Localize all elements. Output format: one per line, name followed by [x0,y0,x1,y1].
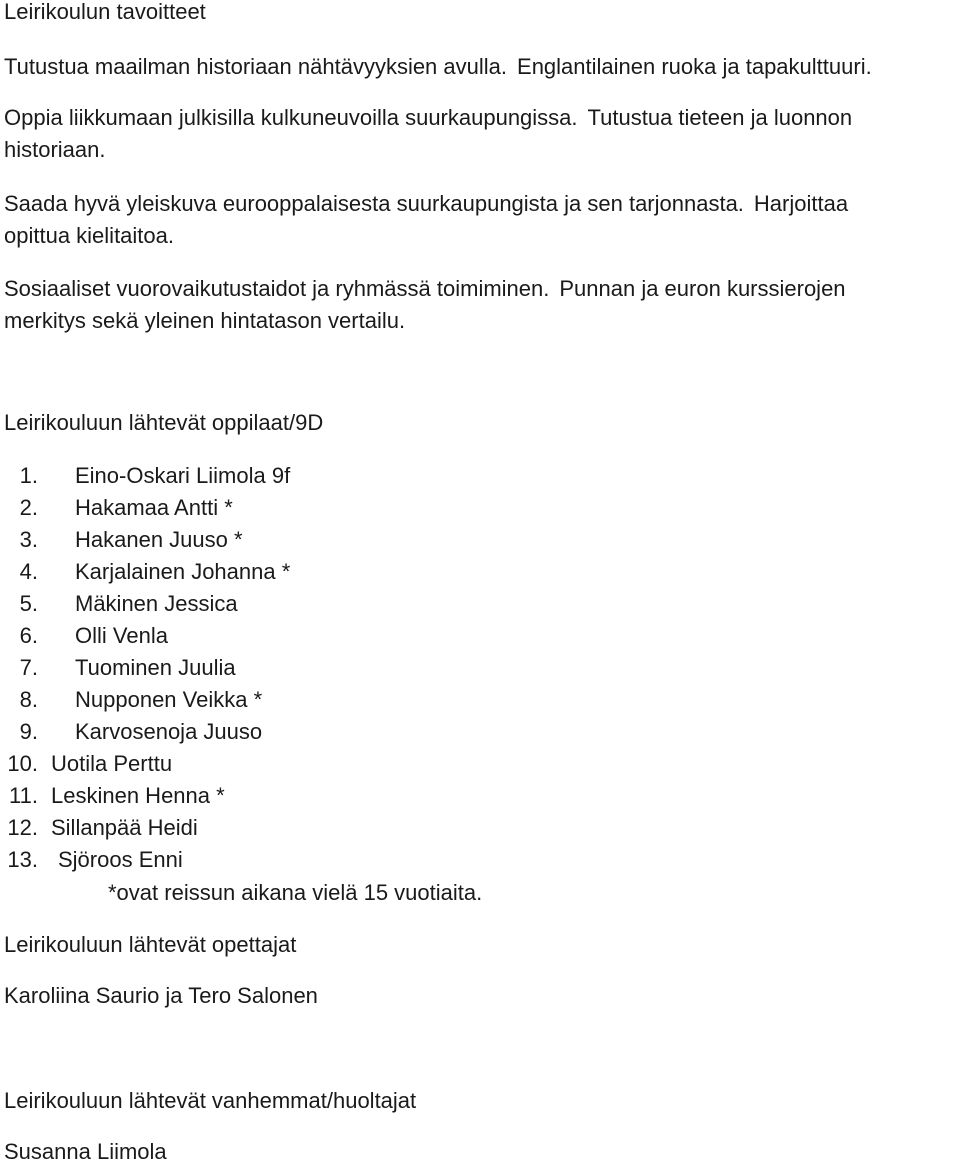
list-item [0,620,290,652]
goals-p3-sentence-2-cont: opittua kielitaitoa. [4,223,174,248]
list-item [0,524,290,556]
parents-heading: Leirikouluun lähtevät vanhemmat/huoltajat [4,1088,417,1113]
list-item-name: Tuominen Juulia [75,655,236,680]
list-item [0,652,290,684]
list-item-name: Nupponen Veikka * [75,687,263,712]
list-item-name: Karvosenoja Juuso [75,719,263,744]
list-item-name: Olli Venla [75,623,168,648]
goals-p1-sentence-1: Tutustua maailman historiaan nähtävyyksien avulla. [4,54,508,79]
parents-names: Susanna Liimola [4,1139,167,1164]
goals-p4-sentence-1: Sosiaaliset vuorovaikutustaidot ja ryhmässä toimiminen. [4,276,550,301]
goals-p4-sentence-2-cont: merkitys sekä yleinen hintatason vertailu. [4,308,406,333]
list-item [0,716,290,748]
list-item-number: 4. [19,559,38,584]
list-item-name: Uotila Perttu [51,751,173,776]
list-item [0,844,290,876]
list-item-number: 11. [9,783,38,808]
list-item-name: Sjöroos Enni [58,847,183,872]
goals-heading: Leirikoulun tavoitteet [4,0,206,24]
list-item-name: Eino-Oskari Liimola 9f [75,463,291,488]
list-item-number: 10. [7,751,38,776]
teachers-names: Karoliina Saurio ja Tero Salonen [4,983,318,1008]
students-age-note: *ovat reissun aikana vielä 15 vuotiaita. [108,880,483,905]
student-list [0,460,290,876]
list-item [0,780,290,812]
list-item [0,460,290,492]
list-item [0,812,290,844]
list-item [0,492,290,524]
goals-p2-sentence-2: Tutustua tieteen ja luonnon [587,105,853,130]
list-item-number: 6. [19,623,38,648]
list-item-number: 2. [19,495,38,520]
goals-paragraph-2 [4,102,852,166]
goals-paragraph-1 [4,51,872,83]
list-item-number: 13. [7,847,38,872]
list-item [0,684,290,716]
list-item-number: 7. [19,655,38,680]
list-item-name: Hakanen Juuso * [75,527,243,552]
list-item-name: Leskinen Henna * [51,783,225,808]
list-item [0,588,290,620]
list-item-number: 8. [19,687,38,712]
list-item-number: 9. [19,719,38,744]
goals-p1-sentence-2: Englantilainen ruoka ja tapakulttuuri. [517,54,872,79]
students-heading: Leirikouluun lähtevät oppilaat/9D [4,410,324,435]
goals-p4-sentence-2: Punnan ja euron kurssierojen [559,276,846,301]
goals-p2-sentence-2-cont: historiaan. [4,137,106,162]
list-item-name: Hakamaa Antti * [75,495,233,520]
list-item [0,748,290,780]
list-item-name: Karjalainen Johanna * [75,559,291,584]
teachers-heading: Leirikouluun lähtevät opettajat [4,932,297,957]
list-item-name: Mäkinen Jessica [75,591,238,616]
goals-p2-sentence-1: Oppia liikkumaan julkisilla kulkuneuvoilla suurkaupungissa. [4,105,578,130]
goals-p3-sentence-1: Saada hyvä yleiskuva eurooppalaisesta suurkaupungista ja sen tarjonnasta. [4,191,744,216]
goals-paragraph-4 [4,273,846,337]
list-item-name: Sillanpää Heidi [51,815,198,840]
list-item-number: 5. [19,591,38,616]
list-item-number: 1. [19,463,38,488]
list-item-number: 3. [19,527,38,552]
list-item [0,556,290,588]
goals-paragraph-3 [4,188,848,252]
goals-p3-sentence-2: Harjoittaa [753,191,849,216]
list-item-number: 12. [7,815,38,840]
